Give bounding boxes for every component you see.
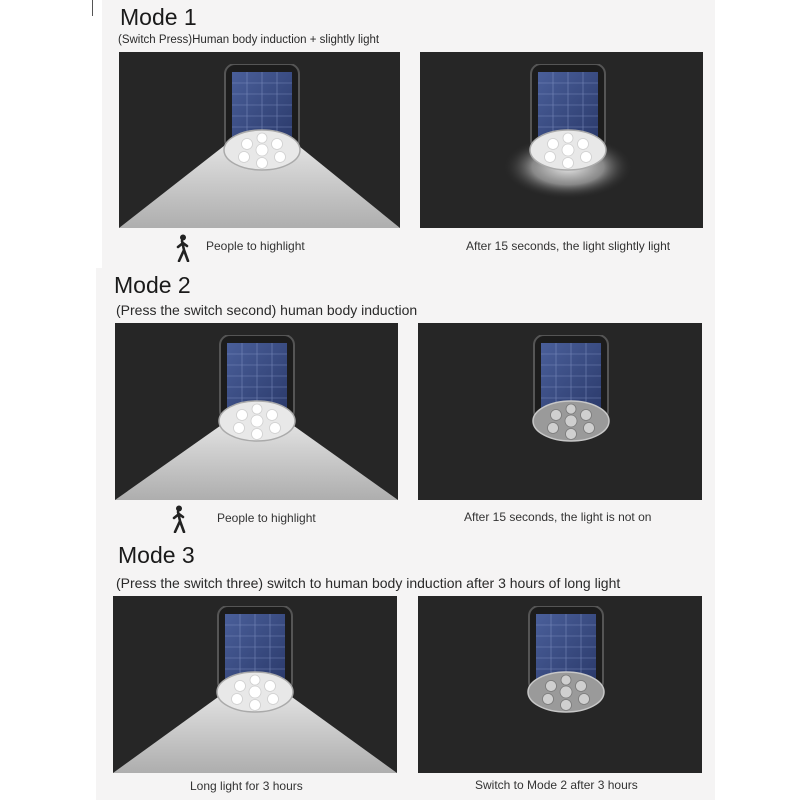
solar-lamp-icon	[119, 52, 400, 228]
mode-2-left-caption: People to highlight	[217, 511, 316, 525]
walking-person-icon	[173, 234, 191, 262]
mode-3-right-caption: Switch to Mode 2 after 3 hours	[475, 778, 638, 792]
solar-lamp-icon	[113, 596, 397, 773]
mode-1-title: Mode 1	[120, 4, 197, 30]
mode-2-lamp-off-image	[418, 323, 702, 500]
mode-2-lamp-on-image	[115, 323, 398, 500]
mode-3-lamp-on-image	[113, 596, 397, 773]
mode-3-title: Mode 3	[118, 542, 195, 568]
mode-1-lamp-on-image	[119, 52, 400, 228]
mode-2-right-caption: After 15 seconds, the light is not on	[464, 510, 652, 524]
solar-lamp-icon	[418, 323, 702, 500]
mode-2-section	[96, 268, 715, 538]
walking-person-icon	[169, 505, 187, 533]
mode-1-section	[102, 0, 715, 268]
solar-lamp-icon	[115, 323, 398, 500]
solar-lamp-icon	[420, 52, 703, 228]
mode-1-right-caption: After 15 seconds, the light slightly light	[466, 239, 671, 253]
mode-3-subtitle: (Press the switch three) switch to human body induction after 3 hours of long light	[116, 575, 621, 591]
mode-2-title: Mode 2	[114, 272, 191, 298]
mode-3-lamp-off-image	[418, 596, 702, 773]
solar-lamp-icon	[418, 596, 702, 773]
mode-1-lamp-dim-image	[420, 52, 703, 228]
mode-1-subtitle: (Switch Press)Human body induction + slightly light	[118, 34, 380, 46]
mode-3-left-caption: Long light for 3 hours	[190, 779, 303, 793]
page-edge-marker	[92, 0, 93, 16]
mode-3-section	[96, 538, 715, 800]
mode-2-subtitle: (Press the switch second) human body induction	[116, 302, 418, 318]
mode-1-left-caption: People to highlight	[206, 239, 305, 253]
